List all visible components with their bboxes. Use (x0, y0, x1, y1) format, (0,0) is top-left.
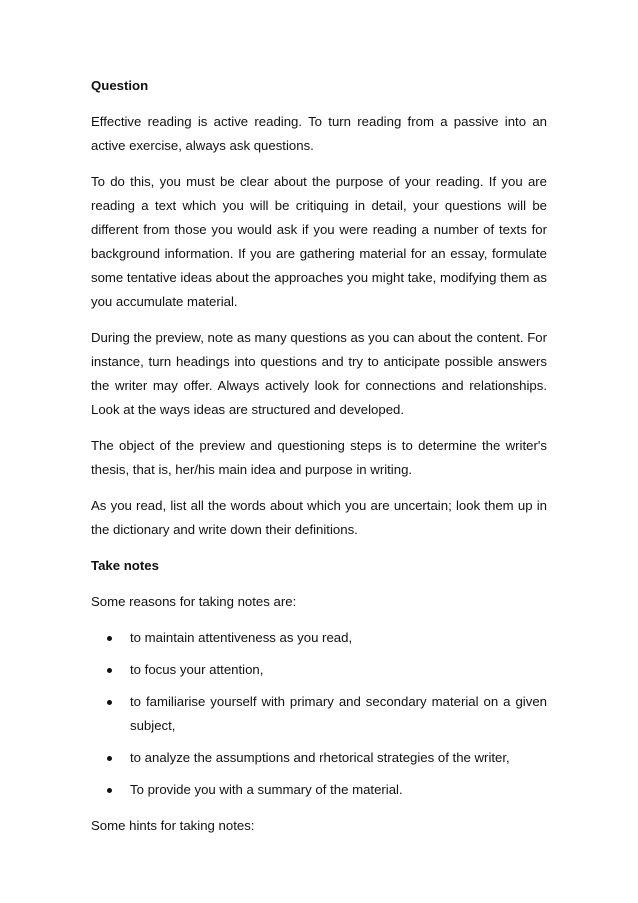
bullet-icon (107, 788, 112, 793)
paragraph-reasons-intro: Some reasons for taking notes are: (91, 594, 297, 609)
list-item-text: to maintain attentiveness as you read, (130, 630, 353, 645)
reasons-list (91, 626, 547, 802)
paragraph-thesis: The object of the preview and questioning steps is to determine the writer's thesis, that is, her/his main idea and purpose in writing. (91, 438, 547, 477)
list-item-text: to focus your attention, (130, 662, 264, 677)
heading-question: Question (91, 78, 149, 93)
heading-take-notes: Take notes (91, 558, 159, 573)
list-item (91, 778, 547, 802)
list-item (91, 626, 547, 650)
paragraph-vocabulary: As you read, list all the words about which you are uncertain; look them up in the dictionary and write down their definitions. (91, 498, 547, 537)
bullet-icon (107, 636, 112, 641)
list-item (91, 690, 547, 738)
paragraph-purpose: To do this, you must be clear about the purpose of your reading. If you are reading a text which you will be critiquing in detail, your questions will be different from those you would ask if you were reading a number of texts for background information. If you are gathering material for an essay, formulate some tentative ideas about the approaches you might take, modifying them as you accumulate material. (91, 174, 547, 309)
bullet-icon (107, 700, 112, 705)
list-item (91, 658, 547, 682)
paragraph-preview: During the preview, note as many questions as you can about the content. For instance, turn headings into questions and try to anticipate possible answers the writer may offer. Always actively look for connections and relationships. Look at the ways ideas are structured and developed. (91, 330, 547, 417)
list-item-text: to analyze the assumptions and rhetorical strategies of the writer, (130, 750, 510, 765)
bullet-icon (107, 668, 112, 673)
paragraph-active-reading: Effective reading is active reading. To turn reading from a passive into an active exercise, always ask questions. (91, 114, 547, 153)
document-page (91, 74, 547, 838)
list-item (91, 746, 547, 770)
list-item-text: To provide you with a summary of the material. (130, 782, 403, 797)
bullet-icon (107, 756, 112, 761)
paragraph-hints-intro: Some hints for taking notes: (91, 818, 255, 833)
list-item-text: to familiarise yourself with primary and secondary material on a given subject, (130, 694, 547, 733)
